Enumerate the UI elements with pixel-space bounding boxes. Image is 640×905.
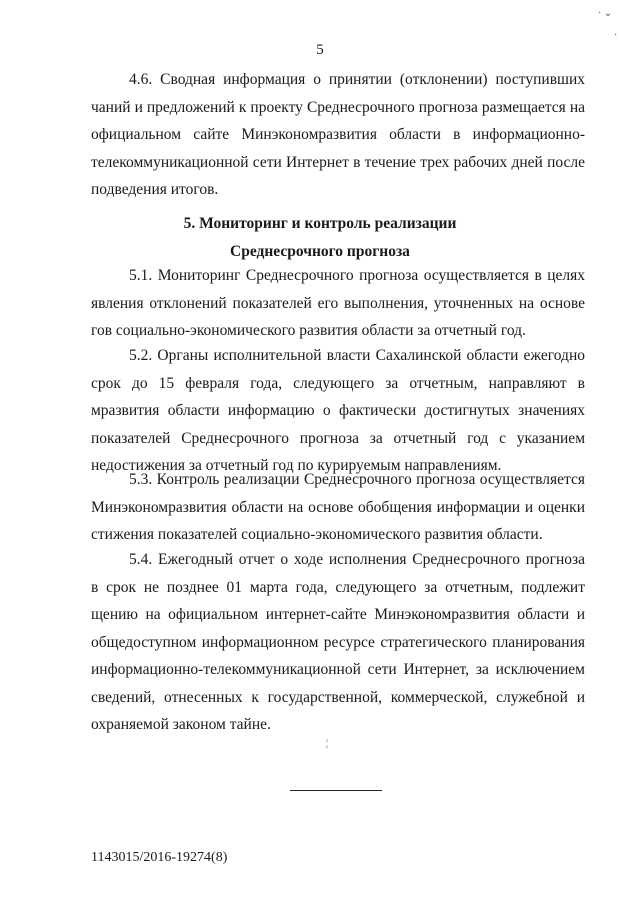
section-heading-line: Среднесрочного прогноза	[230, 242, 410, 260]
paragraph-5-1	[91, 262, 585, 345]
text-line: срок до 15 февраля года, следующего за отчетным, направляют в	[91, 374, 585, 392]
section-heading	[0, 210, 640, 265]
page-number: 5	[316, 42, 324, 58]
text-line: телекоммуникационной сети Интернет в течение трех рабочих дней после	[91, 153, 585, 171]
paragraph-5-3	[91, 466, 585, 549]
text-line: информационно-телекоммуникационной сети Интернет, за исключением	[91, 661, 585, 678]
text-line: гов социально-экономического развития области за отчетный год.	[91, 322, 526, 339]
text-line: охраняемой законом тайне.	[91, 716, 271, 733]
text-line: в срок не позднее 01 марта года, следующего за отчетным, подлежит	[91, 578, 585, 596]
text-line: 5.1. Мониторинг Среднесрочного прогноза осуществляется в целях	[129, 267, 585, 284]
paragraph-4-6	[91, 66, 585, 204]
text-line: 5.3. Контроль реализации Среднесрочного прогноза осуществляется	[129, 471, 585, 488]
text-line: стижения показателей социально-экономического развития области.	[91, 526, 543, 543]
paragraph-5-4	[91, 546, 585, 739]
paragraph-5-2	[91, 342, 585, 480]
text-line: 5.2. Органы исполнительной власти Сахалинской области ежегодно	[129, 347, 585, 364]
text-line: показателей Среднесрочного прогноза за отчетный год с указанием	[91, 429, 585, 447]
text-line: чаний и предложений к проекту Среднесрочного прогноза размещается на	[91, 98, 585, 116]
corner-scan-mark: · ⌄	[598, 8, 613, 19]
scan-speck: ¦	[326, 738, 329, 749]
text-line: 4.6. Сводная информация о принятии (отклонении) поступивших	[129, 71, 585, 88]
text-line: Минэкономразвития области на основе обобщения информации и оценки	[91, 498, 585, 516]
text-line: недостижения за отчетный год по курируемым направлениям.	[91, 457, 502, 474]
text-line: 5.4. Ежегодный отчет о ходе исполнения Среднесрочного прогноза	[129, 551, 585, 568]
end-of-text-rule	[290, 790, 382, 791]
text-line: общедоступном информационном ресурсе стратегического планирования	[91, 633, 585, 651]
corner-scan-mark: ·	[614, 30, 618, 41]
text-line: явления отклонений показателей его выполнения, уточненных на основе	[91, 294, 585, 312]
text-line: подведения итогов.	[91, 181, 219, 198]
section-heading-line: 5. Мониторинг и контроль реализации	[183, 215, 457, 232]
document-code: 1143015/2016-19274(8)	[91, 850, 228, 865]
text-line: официальном сайте Минэкономразвития области в информационно-	[91, 126, 585, 143]
text-line: мразвития области информацию о фактически достигнутых значениях	[91, 402, 585, 419]
text-line: сведений, отнесенных к государственной, коммерческой, служебной и	[91, 688, 585, 706]
text-line: щению на официальном интернет-сайте Минэкономразвития области и	[91, 606, 585, 623]
